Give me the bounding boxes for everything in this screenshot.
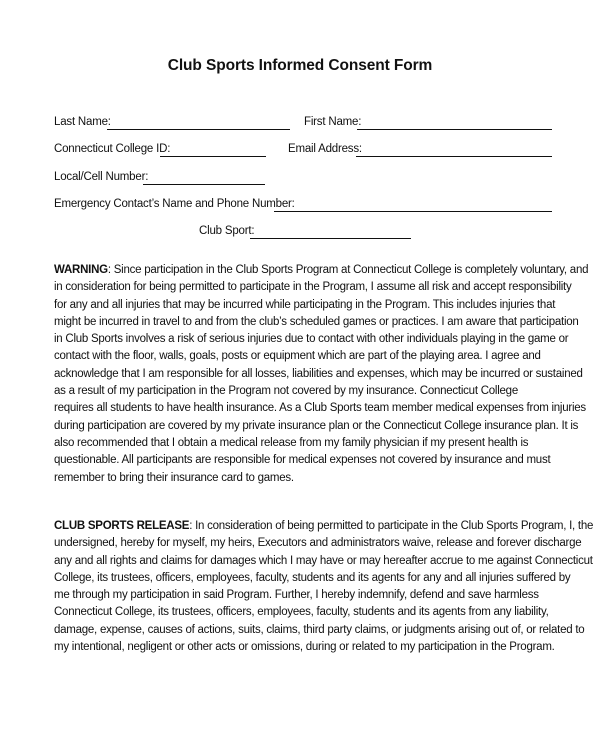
warning-line: questionable. All participants are responsible for medical expenses not covered by insurance and must	[54, 454, 551, 467]
release-line: College, its trustees, officers, employees, faculty, students and its agents for any and all injuries suffered by	[54, 571, 571, 584]
phone-field[interactable]	[143, 184, 265, 185]
release-label: CLUB SPORTS RELEASE	[54, 520, 190, 532]
release-line: me through my participation in said Program. Further, I hereby indemnify, defend and save harmless	[54, 589, 539, 602]
warning-line: contact with the floor, walls, goals, posts or equipment which are part of the playing area. I agree and	[54, 350, 541, 363]
release-paragraph	[54, 518, 594, 656]
club-sport-label: Club Sport:	[199, 225, 255, 237]
page-title: Club Sports Informed Consent Form	[167, 57, 433, 74]
warning-line: as a result of my participation in the Program not covered by my insurance. Connecticut College	[54, 385, 518, 398]
warning-line: during participation are covered by my private insurance plan or the Connecticut College insurance plan. It is	[54, 419, 579, 432]
club-sport-field[interactable]	[250, 238, 411, 239]
release-line: Connecticut College, its trustees, officers, employees, faculty, students and its agents from any liability,	[54, 606, 549, 619]
warning-line: WARNING: Since participation in the Club Sports Program at Connecticut College is completely voluntary, and	[54, 264, 589, 276]
emergency-contact-label: Emergency Contact’s Name and Phone Number:	[54, 198, 295, 210]
email-field[interactable]	[356, 156, 552, 157]
last-name-field[interactable]	[107, 129, 290, 130]
release-line: my intentional, negligent or other acts or omissions, during or related to my participation in the Program.	[54, 641, 555, 654]
release-line: undersigned, hereby for myself, my heirs, Executors and administrators waive, release and forever discharge	[54, 537, 582, 550]
college-id-label: Connecticut College ID:	[54, 143, 171, 155]
warning-line: acknowledge that I am responsible for all losses, liabilities and expenses, which may be incurred or sustained	[54, 367, 583, 380]
warning-line: in Club Sports involves a risk of serious injuries due to contact with other individuals playing in the game or	[54, 333, 569, 346]
phone-label: Local/Cell Number:	[54, 171, 149, 183]
email-label: Email Address:	[288, 143, 362, 155]
release-line: any and all rights and claims for damages which I may have or may hereafter accrue to me against Connecticut	[54, 554, 593, 567]
emergency-contact-field[interactable]	[274, 211, 552, 212]
first-name-label: First Name:	[304, 116, 362, 128]
first-name-field[interactable]	[357, 129, 552, 130]
release-line: damage, expense, causes of actions, suits, claims, third party claims, or judgments arising out of, or related to	[54, 623, 585, 636]
last-name-label: Last Name:	[54, 116, 111, 128]
warning-line: for any and all injuries that may be incurred while participating in the Program. This includes injuries that	[54, 298, 556, 311]
warning-label: WARNING	[54, 264, 108, 276]
warning-paragraph	[54, 262, 589, 487]
release-line: CLUB SPORTS RELEASE: In consideration of being permitted to participate in the Club Sports Program, I, the	[54, 520, 594, 532]
warning-line: requires all students to have health insurance. As a Club Sports team member medical expenses from injuries	[54, 402, 586, 415]
warning-line: remember to bring their insurance card to games.	[54, 471, 294, 484]
college-id-field[interactable]	[160, 156, 266, 157]
warning-line: also recommended that I obtain a medical release from my family physician if my present health is	[54, 436, 529, 449]
warning-line: might be incurred in travel to and from the club’s scheduled games or practices. I am aware that participation	[54, 315, 579, 328]
warning-line: in consideration for being permitted to participate in the Program, I assume all risk and accept responsibility	[54, 281, 572, 294]
